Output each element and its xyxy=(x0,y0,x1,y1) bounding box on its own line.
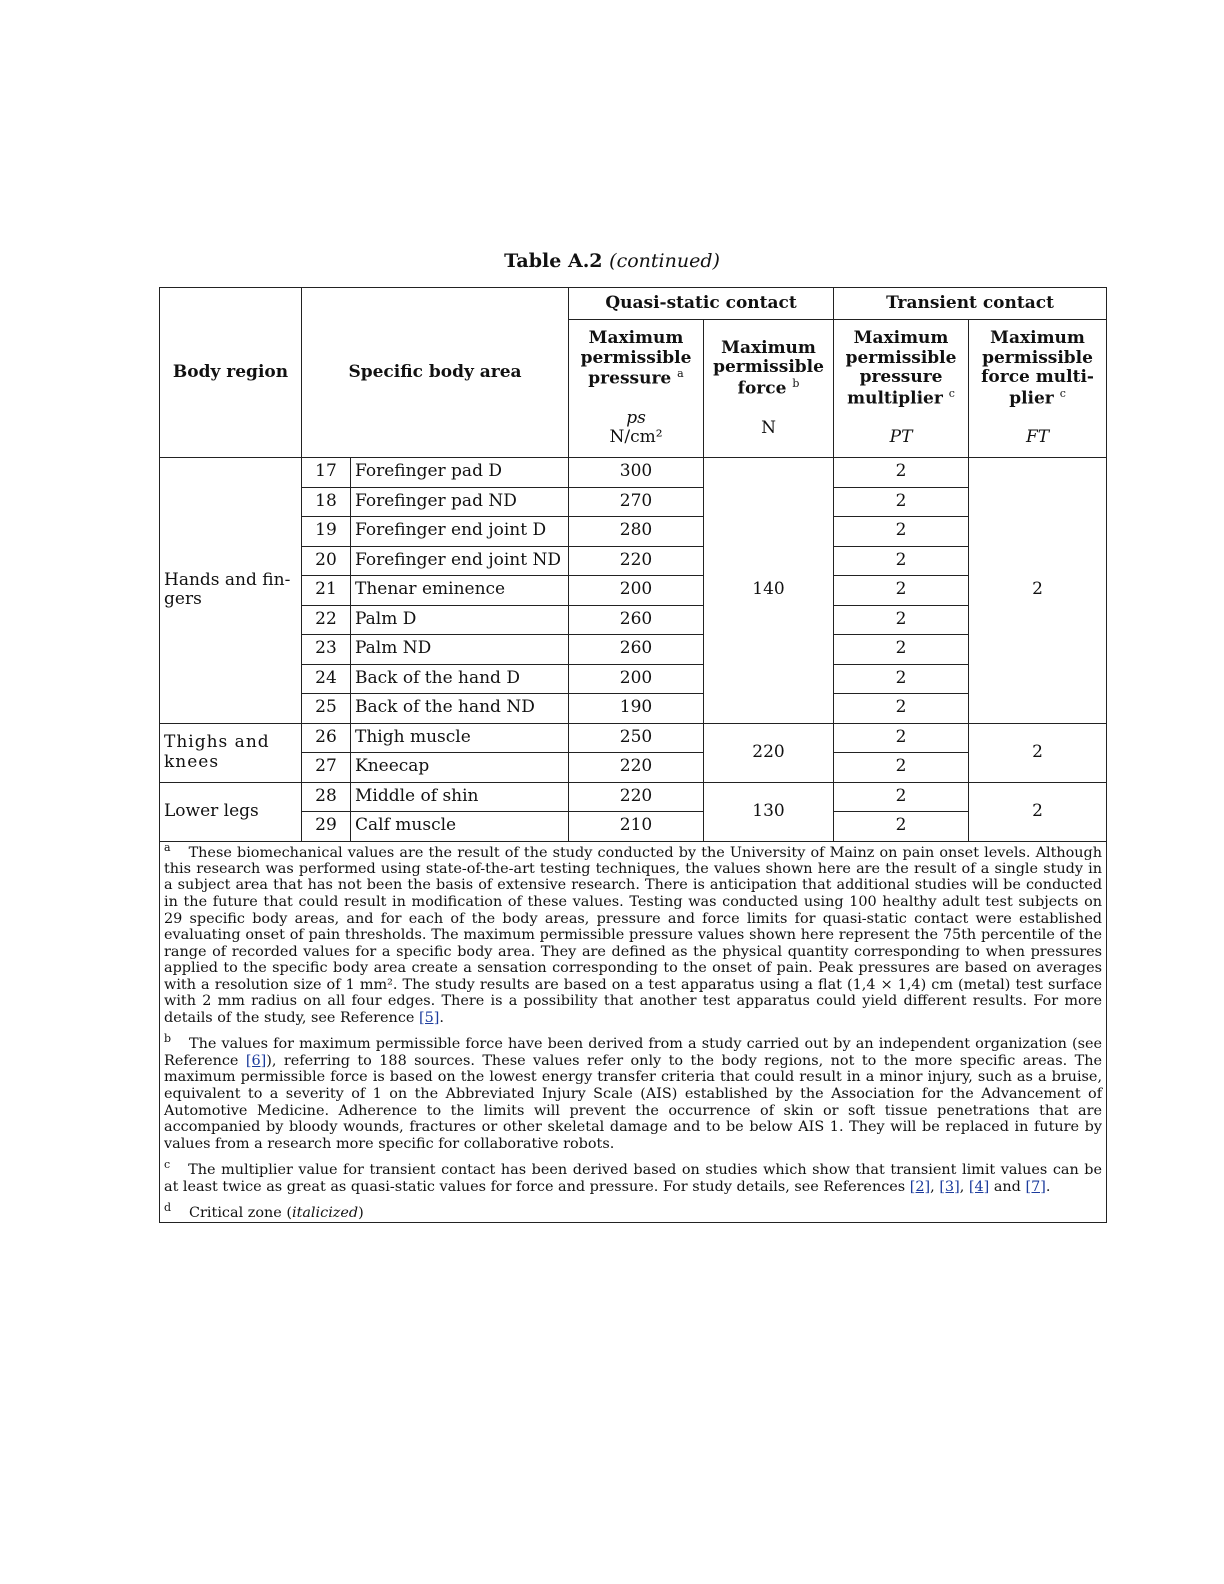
force-value: 140 xyxy=(704,458,834,724)
header-force-multiplier-label: Maximum permissible force multi-plier xyxy=(981,328,1094,409)
table-title xyxy=(0,250,1224,272)
pressure-value: 260 xyxy=(569,635,704,665)
body-area: Palm D xyxy=(351,605,569,635)
pressure-value: 270 xyxy=(569,487,704,517)
header-force-multiplier xyxy=(969,320,1107,458)
footnote-marker: c xyxy=(164,1158,171,1172)
pressure-value: 300 xyxy=(569,458,704,488)
footnote-a xyxy=(164,842,1102,1027)
pressure-multiplier-value: 2 xyxy=(834,576,969,606)
force-multiplier-value: 2 xyxy=(969,458,1107,724)
footnote-marker: d xyxy=(164,1201,172,1215)
symbol-ps: ps xyxy=(626,407,646,428)
row-number: 21 xyxy=(302,576,351,606)
header-pressure-multiplier xyxy=(834,320,969,458)
pressure-multiplier-value: 2 xyxy=(834,812,969,842)
table-row xyxy=(160,782,1107,812)
pressure-multiplier-value: 2 xyxy=(834,458,969,488)
footnote-separator: , xyxy=(930,1178,940,1195)
header-max-pressure-label: Maximum permissible pressure xyxy=(580,328,692,389)
reference-link[interactable]: [7] xyxy=(1025,1178,1046,1195)
header-max-force xyxy=(704,320,834,458)
footnote-marker: a xyxy=(164,840,171,854)
body-area: Forefinger pad ND xyxy=(351,487,569,517)
note-ref-c: c xyxy=(1059,386,1066,400)
note-ref-a: a xyxy=(677,367,684,381)
pressure-value: 260 xyxy=(569,605,704,635)
body-area: Forefinger pad D xyxy=(351,458,569,488)
table-row xyxy=(160,458,1107,488)
pressure-multiplier-value: 2 xyxy=(834,664,969,694)
row-number: 24 xyxy=(302,664,351,694)
reference-link[interactable]: [6] xyxy=(245,1052,267,1069)
pressure-multiplier-value: 2 xyxy=(834,723,969,753)
header-specific-body-area: Specific body area xyxy=(302,288,569,458)
body-area: Palm ND xyxy=(351,635,569,665)
row-number: 19 xyxy=(302,517,351,547)
pressure-multiplier-value: 2 xyxy=(834,694,969,724)
footnote-text: These biomechanical values are the result of the study conducted by the University of Mainz on pain onset levels. Although this research was performed using state-of-the-art testing techniques, the values shown here are the result of a single study in a subject area that has not been the basis of extensive research. There is anticipation that additional studies will be conducted in the future that could result in modification of these values. Testing was conducted using 100 healthy adult test subjects on 29 specific body areas, and for each of the body areas, pressure and force limits for quasi-static contact were established evaluating onset of pain thresholds. The maximum permissible pressure values shown here represent the 75th percentile of the range of recorded values for a specific body area. They are defined as the physical quantity corresponding to when pressures applied to the specific body area create a sensation corresponding to the onset of pain. Peak pressures are based on averages with a resolution size of 1 mm². The study results are based on a test apparatus using a flat (1,4 × 1,4) cm (metal) test surface with 2 mm radius on all four edges. There is a possibility that another test apparatus could yield different results. For more details of the study, see Reference xyxy=(164,844,1103,1026)
body-area: Middle of shin xyxy=(351,782,569,812)
table-row xyxy=(160,576,1107,606)
pressure-value: 200 xyxy=(569,576,704,606)
footnote-text: . xyxy=(439,1009,444,1026)
reference-link[interactable]: [4] xyxy=(968,1178,990,1195)
row-number: 29 xyxy=(302,812,351,842)
pressure-multiplier-value: 2 xyxy=(834,635,969,665)
pressure-value: 220 xyxy=(569,753,704,783)
header-max-pressure xyxy=(569,320,704,458)
footnote-text: ), referring to 188 sources. These values refer only to the body regions, not to the more specific areas. The maximum permissible force is based on the lowest energy transfer criteria that could result in a minor injury, such as a bruise, equivalent to a severity of 1 on the Abbreviated Injury Scale (AIS) established by the Association for the Advancement of Automotive Medicine. Adherence to the limits will prevent the occurrence of skin or soft tissue penetrations that are accompanied by bloody wounds, fractures or other skeletal damage and to be below AIS 1. They will be replaced in future by values from a research more specific for collaborative robots. xyxy=(164,1052,1103,1152)
body-area: Thigh muscle xyxy=(351,723,569,753)
body-area: Forefinger end joint D xyxy=(351,517,569,547)
footnote-b xyxy=(164,1033,1102,1152)
row-number: 23 xyxy=(302,635,351,665)
footnote-text: Critical zone ( xyxy=(189,1204,292,1221)
table-row xyxy=(160,753,1107,783)
row-number: 22 xyxy=(302,605,351,635)
footnote-emphasis: italicized xyxy=(291,1204,359,1221)
body-area: Kneecap xyxy=(351,753,569,783)
footnote-marker: b xyxy=(164,1032,172,1046)
force-value: 130 xyxy=(704,782,834,841)
pressure-multiplier-value: 2 xyxy=(834,487,969,517)
row-number: 20 xyxy=(302,546,351,576)
pressure-value: 210 xyxy=(569,812,704,842)
row-number: 17 xyxy=(302,458,351,488)
body-area: Back of the hand D xyxy=(351,664,569,694)
footnote-text: ) xyxy=(358,1204,364,1221)
footnote-d xyxy=(164,1202,1102,1221)
pressure-value: 280 xyxy=(569,517,704,547)
header-transient: Transient contact xyxy=(834,288,1107,320)
reference-link[interactable]: [3] xyxy=(939,1178,960,1195)
table-row xyxy=(160,723,1107,753)
row-number: 28 xyxy=(302,782,351,812)
pressure-value: 220 xyxy=(569,782,704,812)
note-ref-c: c xyxy=(948,386,955,400)
footnotes xyxy=(160,841,1107,1222)
footnote-separator: and xyxy=(989,1178,1026,1195)
body-area: Calf muscle xyxy=(351,812,569,842)
row-number: 27 xyxy=(302,753,351,783)
footnote-c xyxy=(164,1159,1102,1195)
unit-pressure: N/cm² xyxy=(609,427,663,448)
table-row xyxy=(160,694,1107,724)
table-row xyxy=(160,635,1107,665)
body-region-cell: Lower legs xyxy=(160,782,302,841)
pressure-multiplier-value: 2 xyxy=(834,782,969,812)
pressure-multiplier-value: 2 xyxy=(834,753,969,783)
footnote-separator: , xyxy=(959,1178,969,1195)
body-area: Back of the hand ND xyxy=(351,694,569,724)
header-pressure-multiplier-label: Maximum permissible pressure multiplier xyxy=(845,328,957,409)
table-row xyxy=(160,605,1107,635)
pressure-multiplier-value: 2 xyxy=(834,605,969,635)
table-row xyxy=(160,664,1107,694)
footnote-text: The multiplier value for transient contact has been derived based on studies which show that transient limit values can be at least twice as great as quasi-static values for force and pressure. For study details, see References xyxy=(164,1162,1103,1195)
body-region-cell: Hands and fin-gers xyxy=(160,458,302,724)
row-number: 26 xyxy=(302,723,351,753)
header-quasi-static: Quasi-static contact xyxy=(569,288,834,320)
body-region-cell: Thighs and knees xyxy=(160,723,302,782)
table-row xyxy=(160,812,1107,842)
pressure-value: 190 xyxy=(569,694,704,724)
pressure-multiplier-value: 2 xyxy=(834,517,969,547)
row-number: 18 xyxy=(302,487,351,517)
pressure-multiplier-value: 2 xyxy=(834,546,969,576)
symbol-pt: PT xyxy=(889,427,913,448)
force-multiplier-value: 2 xyxy=(969,723,1107,782)
row-number: 25 xyxy=(302,694,351,724)
pressure-value: 220 xyxy=(569,546,704,576)
header-body-region: Body region xyxy=(160,288,302,458)
table-row xyxy=(160,517,1107,547)
body-area: Thenar eminence xyxy=(351,576,569,606)
force-value: 220 xyxy=(704,723,834,782)
force-multiplier-value: 2 xyxy=(969,782,1107,841)
reference-link[interactable]: [2] xyxy=(909,1178,931,1195)
table-row xyxy=(160,546,1107,576)
note-ref-b: b xyxy=(792,376,800,390)
limits-table xyxy=(159,287,1107,1223)
unit-force: N xyxy=(761,417,776,438)
reference-link[interactable]: [5] xyxy=(418,1009,440,1026)
table-row xyxy=(160,487,1107,517)
symbol-ft: FT xyxy=(1025,427,1050,448)
header-max-force-label: Maximum permissible force xyxy=(713,337,824,399)
body-area: Forefinger end joint ND xyxy=(351,546,569,576)
pressure-value: 250 xyxy=(569,723,704,753)
footnote-text: The values for maximum permissible force have been derived from a study carried out by an independent organization (see Reference xyxy=(164,1036,1103,1069)
footnote-text: . xyxy=(1045,1178,1051,1195)
table-title-continued: (continued) xyxy=(609,250,720,272)
table-title-label: Table A.2 xyxy=(504,250,603,272)
pressure-value: 200 xyxy=(569,664,704,694)
